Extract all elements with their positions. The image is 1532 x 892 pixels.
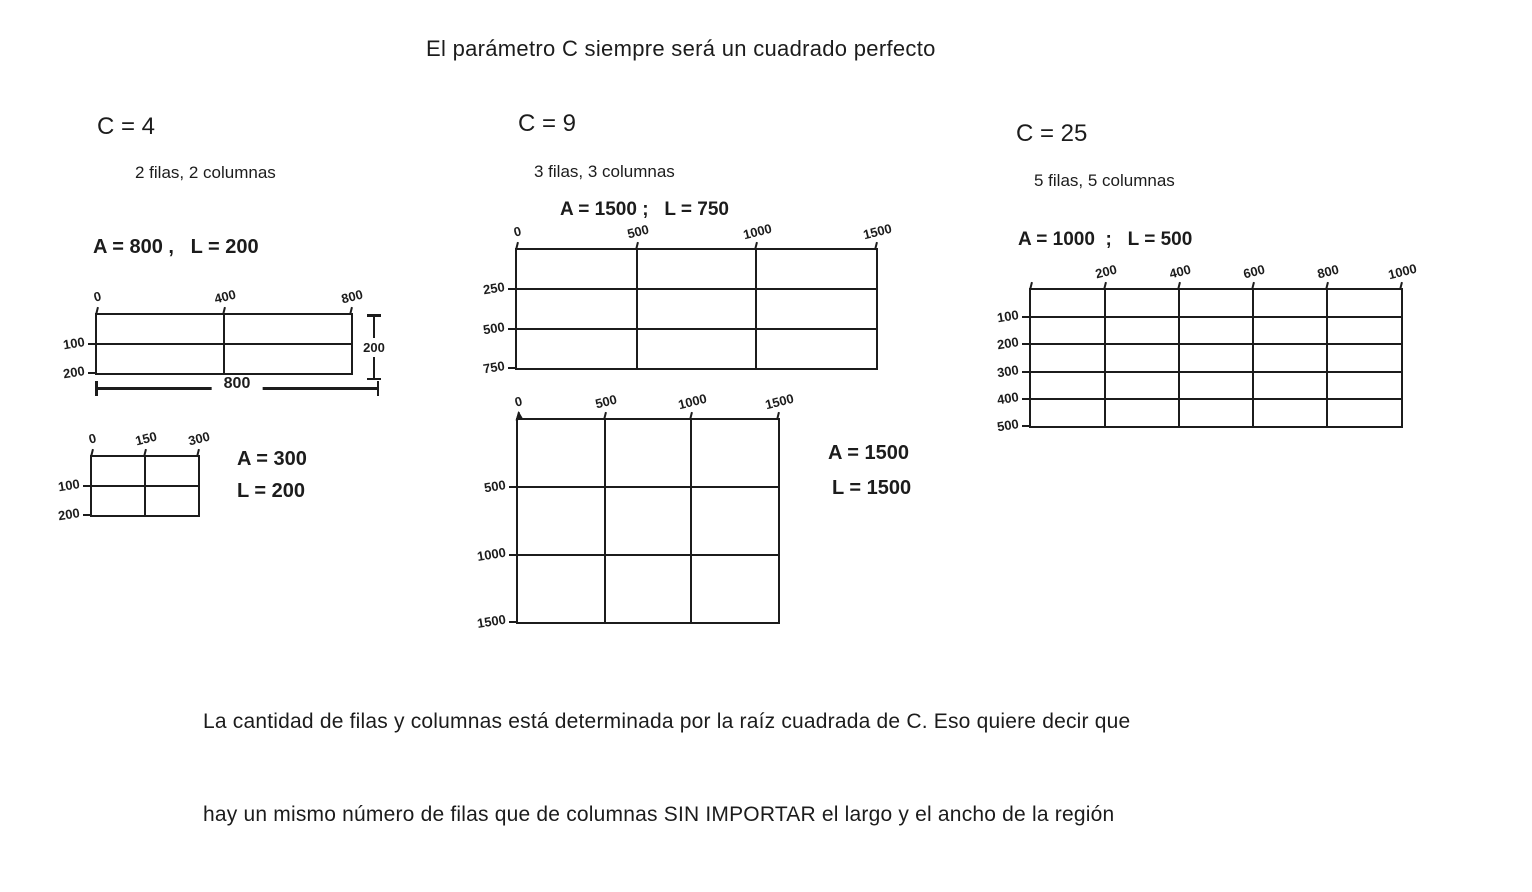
grid-hline: [1031, 398, 1401, 400]
grid-vline: [604, 420, 606, 622]
grid-hline: [1031, 371, 1401, 373]
top-tick-mark: [776, 412, 780, 420]
c4-grid2-area-label: A = 300: [237, 448, 307, 470]
left-tick-label: 250: [482, 279, 507, 298]
left-tick-label: 1500: [476, 611, 507, 631]
top-tick-label: 500: [593, 391, 619, 412]
left-tick-label: 500: [482, 318, 507, 338]
top-tick-label: 1000: [1386, 260, 1419, 283]
c4-params-label: A = 800 , L = 200: [93, 236, 259, 258]
footer-note: [203, 644, 1130, 892]
grid-hline: [518, 486, 778, 488]
grid-vline: [1178, 290, 1180, 426]
top-tick-mark: [196, 449, 200, 457]
left-tick-label: 500: [996, 416, 1021, 435]
grid-hline: [517, 328, 876, 330]
left-tick-mark: [1022, 343, 1030, 345]
width-dimension-label: 800: [212, 375, 263, 393]
top-tick-mark: [90, 449, 94, 457]
left-tick-mark: [83, 514, 91, 516]
c25-params-label: A = 1000 ; L = 500: [1018, 229, 1193, 250]
top-tick-mark: [95, 307, 99, 315]
grid-vline: [690, 420, 692, 622]
top-tick-mark: [1399, 282, 1403, 290]
left-tick-label: 1000: [476, 544, 507, 564]
top-tick-label: 1500: [763, 390, 796, 413]
left-tick-mark: [1022, 371, 1030, 373]
left-tick-mark: [1022, 398, 1030, 400]
top-tick-label: 600: [1241, 261, 1267, 282]
left-tick-mark: [509, 621, 517, 623]
top-tick-label: 0: [92, 288, 103, 305]
left-tick-mark: [509, 486, 517, 488]
left-tick-label: 400: [996, 388, 1021, 408]
left-tick-mark: [83, 485, 91, 487]
c4-height-dimension: [363, 314, 385, 380]
top-tick-mark: [689, 412, 693, 420]
top-tick-label: 0: [87, 430, 98, 447]
c25-heading: C = 25: [1016, 120, 1088, 147]
top-tick-label: 0: [513, 393, 524, 410]
left-tick-mark: [1022, 316, 1030, 318]
top-tick-label: 150: [133, 428, 159, 449]
top-tick-label: 500: [625, 221, 651, 242]
left-tick-label: 500: [483, 477, 508, 496]
top-tick-mark: [1251, 282, 1255, 290]
left-tick-label: 100: [996, 307, 1021, 326]
left-tick-label: 100: [62, 334, 87, 353]
c4-grid2-length-label: L = 200: [237, 480, 306, 502]
c4-width-dimension: [95, 375, 379, 396]
c4-grid-300x200: [57, 428, 212, 524]
left-tick-label: 750: [482, 358, 507, 377]
top-tick-mark: [1325, 282, 1329, 290]
left-tick-mark: [508, 367, 516, 369]
top-tick-mark: [1103, 282, 1107, 290]
grid-hline: [97, 343, 351, 345]
c9-grid-1500x1500: [476, 390, 796, 631]
grid-hline: [518, 554, 778, 556]
left-tick-label: 200: [62, 363, 87, 382]
footer-line-1: La cantidad de filas y columnas está determinada por la raíz cuadrada de C. Eso quiere decir que: [203, 710, 1131, 733]
dimension-cap-bottom: [367, 378, 381, 381]
grid-hline: [1031, 343, 1401, 345]
top-tick-label: 1500: [861, 220, 894, 243]
left-tick-label: 300: [996, 361, 1021, 380]
top-tick-mark: [1177, 282, 1181, 290]
c9-grid2-length-label: L = 1500: [832, 477, 912, 499]
c4-heading: C = 4: [97, 113, 156, 140]
grid-vline: [1326, 290, 1328, 426]
grid-vline: [1252, 290, 1254, 426]
grid-hline: [517, 288, 876, 290]
grid-hline: [92, 485, 198, 487]
top-tick-label: 800: [1315, 261, 1341, 282]
dimension-stem: [373, 317, 376, 338]
c9-grid-1500x750: [482, 220, 894, 377]
left-tick-mark: [88, 372, 96, 374]
left-tick-label: 200: [996, 334, 1021, 353]
top-tick-label: 0: [512, 223, 523, 240]
left-tick-mark: [88, 343, 96, 345]
c9-grid2-area-label: A = 1500: [828, 442, 909, 464]
left-tick-mark: [508, 328, 516, 330]
left-tick-label: 100: [57, 476, 82, 495]
top-tick-label: 1000: [741, 220, 774, 243]
top-tick-label: 400: [212, 286, 238, 307]
top-tick-mark: [143, 449, 147, 457]
c4-grid-800x200: [62, 286, 365, 382]
left-tick-label: 200: [57, 505, 82, 524]
c25-grid-1000x500: [996, 260, 1419, 435]
top-tick-label: 300: [186, 428, 212, 449]
dimension-stem: [373, 357, 376, 378]
grid-vline: [1104, 290, 1106, 426]
top-tick-label: 400: [1167, 261, 1193, 282]
top-tick-mark: [603, 412, 607, 420]
top-tick-label: 1000: [676, 390, 709, 413]
c9-params-label: A = 1500 ; L = 750: [560, 199, 729, 220]
page-title: El parámetro C siempre será un cuadrado perfecto: [426, 36, 936, 61]
c4-rows-cols-label: 2 filas, 2 columnas: [135, 163, 276, 182]
left-tick-mark: [508, 288, 516, 290]
height-dimension-label: 200: [363, 339, 385, 355]
top-tick-mark: [1029, 282, 1033, 290]
top-tick-mark: [349, 307, 353, 315]
grid-vline: [755, 250, 757, 368]
top-tick-label: 800: [339, 286, 365, 307]
top-tick-mark: [635, 242, 639, 250]
c9-heading: C = 9: [518, 110, 577, 137]
left-tick-mark: [509, 554, 517, 556]
top-tick-mark: [515, 242, 519, 250]
top-tick-mark: [874, 242, 878, 250]
left-tick-mark: [1022, 425, 1030, 427]
grid-vline: [636, 250, 638, 368]
top-tick-mark: [222, 307, 226, 315]
top-tick-label: 200: [1093, 261, 1119, 282]
grid-hline: [1031, 316, 1401, 318]
footer-line-2: hay un mismo número de filas que de columnas SIN IMPORTAR el largo y el ancho de la región: [203, 803, 1115, 826]
c25-rows-cols-label: 5 filas, 5 columnas: [1034, 171, 1175, 190]
c9-rows-cols-label: 3 filas, 3 columnas: [534, 162, 675, 181]
top-tick-mark: [754, 242, 758, 250]
